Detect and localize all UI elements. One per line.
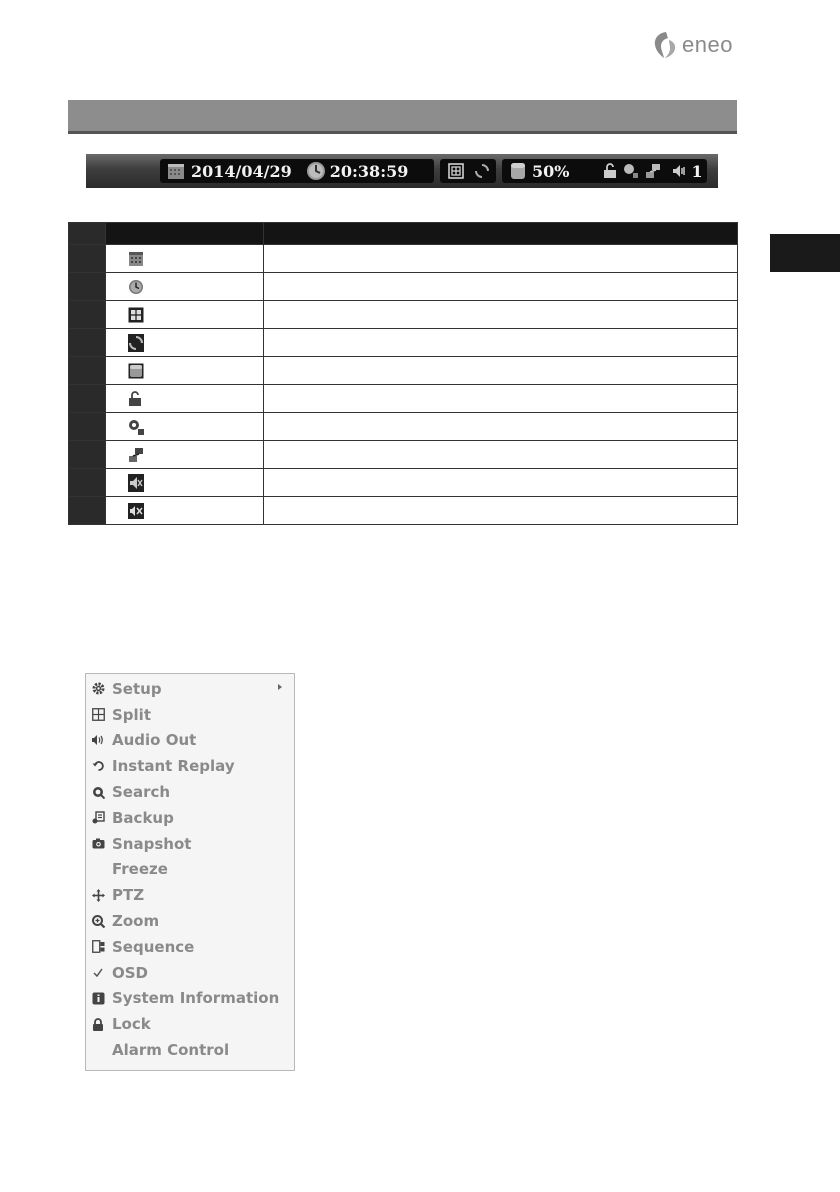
table-row xyxy=(69,469,738,497)
menu-item-search[interactable] xyxy=(86,779,294,805)
description-cell xyxy=(264,385,738,413)
description-cell xyxy=(264,357,738,385)
description-cell xyxy=(264,441,738,469)
status-date: 2014/04/29 xyxy=(191,161,292,181)
zoom-icon xyxy=(91,914,105,928)
menu-item-snapshot[interactable] xyxy=(86,831,294,857)
sequence-icon[interactable] xyxy=(474,163,490,179)
header-cell-icon xyxy=(106,223,264,245)
split-icon xyxy=(91,708,105,722)
section-header xyxy=(68,100,737,134)
menu-item-label: Audio Out xyxy=(112,731,197,750)
clock-icon xyxy=(128,279,144,295)
description-cell xyxy=(264,413,738,441)
table-row xyxy=(69,273,738,301)
menu-item-label: Alarm Control xyxy=(112,1041,230,1060)
context-menu xyxy=(85,673,295,1071)
speaker-icon xyxy=(91,733,105,747)
check-icon xyxy=(91,966,105,980)
row-number-cell xyxy=(69,441,106,469)
row-number-cell xyxy=(69,413,106,441)
description-cell xyxy=(264,469,738,497)
gear-icon xyxy=(91,682,105,696)
menu-item-ptz[interactable] xyxy=(86,882,294,908)
row-number-cell xyxy=(69,245,106,273)
menu-item-label: Search xyxy=(112,783,171,802)
menu-item-label: Freeze xyxy=(112,860,168,879)
hdd-icon xyxy=(510,162,526,180)
backup-icon xyxy=(91,811,105,825)
menu-item-label: Zoom xyxy=(112,912,160,931)
header-cell-description xyxy=(264,223,738,245)
audio-channel: 1 xyxy=(691,161,703,181)
audio-icon xyxy=(128,474,144,492)
description-cell xyxy=(264,301,738,329)
status-time: 20:38:59 xyxy=(329,161,409,181)
sequence-icon xyxy=(91,940,105,954)
row-number-cell xyxy=(69,469,106,497)
row-number-cell xyxy=(69,385,106,413)
audio-icon xyxy=(671,163,687,179)
menu-item-zoom[interactable] xyxy=(86,908,294,934)
table-row xyxy=(69,301,738,329)
mute-icon xyxy=(128,503,144,519)
menu-item-freeze[interactable] xyxy=(86,857,294,883)
description-cell xyxy=(264,273,738,301)
menu-item-audio-out[interactable] xyxy=(86,728,294,754)
menu-item-label: Instant Replay xyxy=(112,757,235,776)
eneo-logo-text: eneo xyxy=(682,32,733,57)
header-cell-number xyxy=(69,223,106,245)
system-status-segment xyxy=(502,159,707,183)
network-icon xyxy=(645,163,661,179)
ptz-icon xyxy=(91,888,105,902)
menu-item-lock[interactable] xyxy=(86,1011,294,1037)
split-screen-icon[interactable] xyxy=(448,163,464,179)
record-schedule-icon xyxy=(128,419,144,435)
calendar-icon xyxy=(167,162,185,180)
table-row xyxy=(69,245,738,273)
calendar-icon xyxy=(128,251,144,267)
search-icon xyxy=(91,785,105,799)
menu-item-split[interactable] xyxy=(86,702,294,728)
eneo-logo xyxy=(652,28,752,62)
menu-item-sequence[interactable] xyxy=(86,934,294,960)
menu-item-backup[interactable] xyxy=(86,805,294,831)
status-bar xyxy=(86,154,718,188)
sequence-icon xyxy=(128,334,144,352)
menu-item-label: OSD xyxy=(112,963,149,982)
storage-percent: 50% xyxy=(532,161,570,181)
menu-item-label: Split xyxy=(112,705,151,724)
menu-item-alarm-control[interactable] xyxy=(86,1037,294,1063)
table-row xyxy=(69,329,738,357)
description-cell xyxy=(264,497,738,525)
menu-item-label: PTZ xyxy=(112,886,145,905)
split-screen-icon xyxy=(128,307,144,323)
menu-item-label: Sequence xyxy=(112,937,195,956)
row-number-cell xyxy=(69,273,106,301)
description-cell xyxy=(264,245,738,273)
table-row xyxy=(69,497,738,525)
chapter-tab xyxy=(770,234,840,272)
camera-icon xyxy=(91,837,105,851)
menu-item-label: Setup xyxy=(112,679,162,698)
menu-item-label: Lock xyxy=(112,1015,151,1034)
row-number-cell xyxy=(69,329,106,357)
row-number-cell xyxy=(69,357,106,385)
table-header-row xyxy=(69,223,738,245)
replay-icon xyxy=(91,759,105,773)
unlock-icon xyxy=(603,163,617,179)
menu-item-label: Snapshot xyxy=(112,834,192,853)
description-cell xyxy=(264,329,738,357)
table-row xyxy=(69,441,738,469)
menu-item-instant-replay[interactable] xyxy=(86,753,294,779)
datetime-segment xyxy=(160,159,434,183)
table-row xyxy=(69,413,738,441)
info-icon xyxy=(91,991,105,1005)
submenu-arrow-icon xyxy=(278,684,282,690)
record-schedule-icon xyxy=(623,163,639,179)
unlock-icon xyxy=(128,391,142,407)
eneo-logo-icon xyxy=(652,31,678,59)
menu-item-label: Backup xyxy=(112,808,174,827)
icon-legend-table xyxy=(68,222,738,525)
hdd-icon xyxy=(128,363,144,379)
menu-item-system-information[interactable] xyxy=(86,986,294,1012)
menu-item-setup[interactable] xyxy=(86,676,294,702)
row-number-cell xyxy=(69,497,106,525)
menu-item-osd[interactable] xyxy=(86,960,294,986)
network-icon xyxy=(128,447,144,463)
row-number-cell xyxy=(69,301,106,329)
split-segment xyxy=(440,159,496,183)
lock-icon xyxy=(91,1017,105,1031)
table-row xyxy=(69,385,738,413)
menu-item-label: System Information xyxy=(112,989,280,1008)
clock-icon xyxy=(306,161,326,181)
table-row xyxy=(69,357,738,385)
